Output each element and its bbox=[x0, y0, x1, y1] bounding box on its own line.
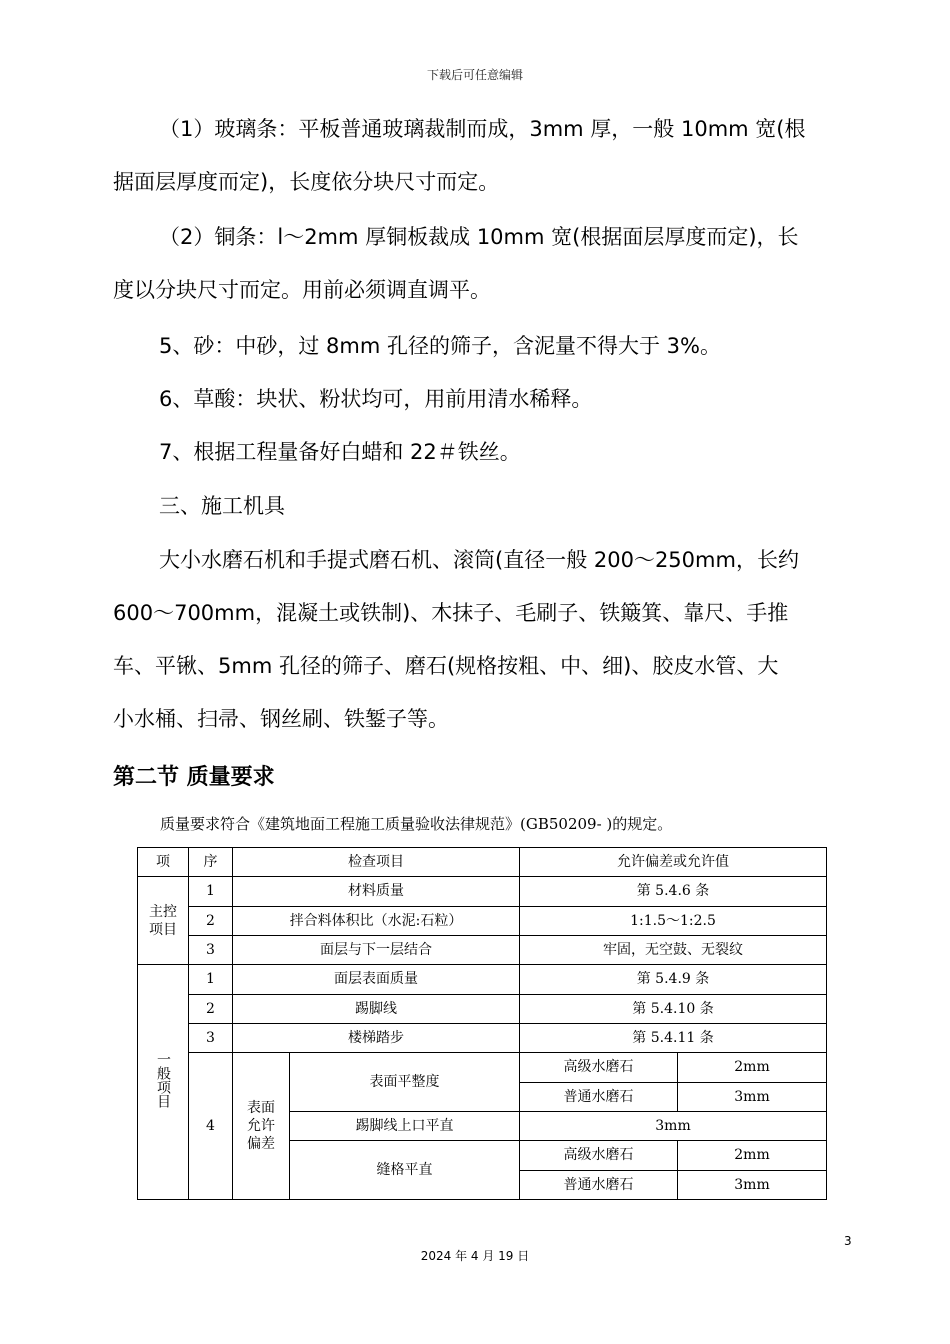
header-item: 检查项目 bbox=[233, 848, 520, 877]
footer-date: 2024 年 4 月 19 日 bbox=[420, 1249, 530, 1263]
paragraph-copper-strip bbox=[113, 211, 853, 317]
text-line: 大小水磨石机和手提式磨石机、滚筒(直径一般 200～250mm，长约 bbox=[159, 548, 799, 572]
page-header: 下载后可任意编辑 bbox=[426, 68, 523, 82]
table-row bbox=[138, 994, 827, 1023]
text-line: 小水桶、扫帚、钢丝刷、铁錾子等。 bbox=[113, 707, 449, 731]
cell-item-skirting: 踢脚线上口平直 bbox=[290, 1111, 520, 1140]
cell-item: 材料质量 bbox=[233, 877, 520, 906]
cell-item-joint: 缝格平直 bbox=[290, 1141, 520, 1200]
cell-value: 1:1.5～1:2.5 bbox=[520, 906, 827, 935]
group-general-label: 一般项目 bbox=[155, 1052, 171, 1109]
cell-value: 3mm bbox=[678, 1082, 827, 1111]
header-no: 序 bbox=[189, 848, 233, 877]
cell-no: 3 bbox=[189, 935, 233, 964]
text-line: 600～700mm，混凝土或铁制)、木抹子、毛刷子、铁簸箕、靠尺、手推 bbox=[113, 601, 789, 625]
cell-no: 1 bbox=[189, 965, 233, 994]
cell-item-flatness: 表面平整度 bbox=[290, 1053, 520, 1112]
table-row bbox=[138, 906, 827, 935]
cell-item: 踢脚线 bbox=[233, 994, 520, 1023]
quality-table bbox=[137, 847, 827, 1200]
cell-value: 第 5.4.6 条 bbox=[520, 877, 827, 906]
cell-value: 第 5.4.9 条 bbox=[520, 965, 827, 994]
cell-grade: 普通水磨石 bbox=[520, 1082, 678, 1111]
header-tolerance: 允许偏差或允许值 bbox=[520, 848, 827, 877]
table-row bbox=[138, 965, 827, 994]
table-row bbox=[138, 877, 827, 906]
text-line: 三、施工机具 bbox=[159, 494, 285, 518]
table-header-row bbox=[138, 848, 827, 877]
group-main-label: 主控项目 bbox=[149, 903, 177, 938]
cell-value: 3mm bbox=[678, 1170, 827, 1199]
text-line: 度以分块尺寸而定。用前必须调直调平。 bbox=[113, 278, 491, 302]
table-row bbox=[138, 935, 827, 964]
cell-value: 第 5.4.11 条 bbox=[520, 1023, 827, 1052]
cell-item: 楼梯踏步 bbox=[233, 1023, 520, 1052]
header-category: 项 bbox=[138, 848, 189, 877]
cell-grade: 高级水磨石 bbox=[520, 1141, 678, 1170]
paragraph-sand bbox=[113, 320, 853, 373]
paragraph-glass-strip bbox=[113, 103, 853, 209]
text-line: 5、砂：中砂，过 8mm 孔径的筛子，含泥量不得大于 3%。 bbox=[159, 334, 721, 358]
paragraph-oxalic-acid bbox=[113, 373, 853, 426]
table-row bbox=[138, 1053, 827, 1082]
cell-value: 第 5.4.10 条 bbox=[520, 994, 827, 1023]
cell-grade: 普通水磨石 bbox=[520, 1170, 678, 1199]
cell-no: 1 bbox=[189, 877, 233, 906]
cell-no: 2 bbox=[189, 906, 233, 935]
cell-grade: 高级水磨石 bbox=[520, 1053, 678, 1082]
table-row bbox=[138, 1023, 827, 1052]
cell-no: 4 bbox=[189, 1053, 233, 1200]
text-line: （1）玻璃条：平板普通玻璃裁制而成，3mm 厚，一般 10mm 宽(根 bbox=[159, 117, 806, 141]
cell-value: 2mm bbox=[678, 1053, 827, 1082]
cell-value: 2mm bbox=[678, 1141, 827, 1170]
text-line: 据面层厚度而定)，长度依分块尺寸而定。 bbox=[113, 170, 500, 194]
text-line: 6、草酸：块状、粉状均可，用前用清水稀释。 bbox=[159, 387, 593, 411]
group-general bbox=[138, 965, 189, 1200]
text-line: （2）铜条：l～2mm 厚铜板裁成 10mm 宽(根据面层厚度而定)，长 bbox=[159, 225, 799, 249]
tolerance-group bbox=[233, 1053, 290, 1200]
paragraph-tools-list bbox=[113, 534, 853, 746]
cell-value: 牢固，无空鼓、无裂纹 bbox=[520, 935, 827, 964]
heading-tools bbox=[113, 480, 853, 533]
text-line: 7、根据工程量备好白蜡和 22＃铁丝。 bbox=[159, 440, 521, 464]
cell-item: 面层与下一层结合 bbox=[233, 935, 520, 964]
cell-no: 3 bbox=[189, 1023, 233, 1052]
text-line: 车、平锹、5mm 孔径的筛子、磨石(规格按粗、中、细)、胶皮水管、大 bbox=[113, 654, 779, 678]
cell-no: 2 bbox=[189, 994, 233, 1023]
page-number: 3 bbox=[844, 1234, 852, 1248]
cell-value: 3mm bbox=[520, 1111, 827, 1140]
paragraph-wax-wire bbox=[113, 426, 853, 479]
tolerance-label: 表面允许偏差 bbox=[247, 1100, 275, 1153]
section-title: 第二节 质量要求 bbox=[113, 765, 275, 790]
cell-item: 拌合料体积比（水泥:石粒） bbox=[233, 906, 520, 935]
cell-item: 面层表面质量 bbox=[233, 965, 520, 994]
group-main bbox=[138, 877, 189, 965]
table-caption: 质量要求符合《建筑地面工程施工质量验收法律规范》(GB50209- )的规定。 bbox=[160, 815, 673, 833]
